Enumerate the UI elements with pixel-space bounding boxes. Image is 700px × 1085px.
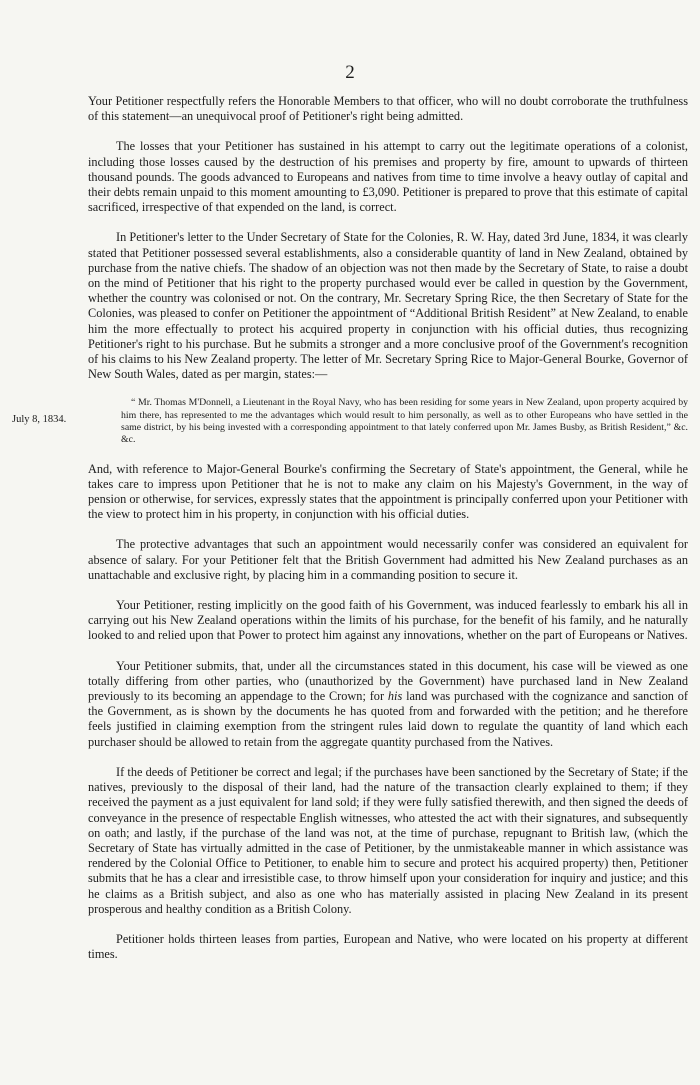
paragraph-bourke: And, with reference to Major-General Bourke's confirming the Secretary of State's appointment, the General, while he takes care to impress upon Petitioner that he is not to make any claim on his Majesty's Government, in the way of pension or otherwise, for services, expressly states that the appointment is principally conferred upon your Petitioner with the view to protect him in his property, in conjunction with his official duties. bbox=[88, 461, 688, 522]
quoted-letter: “ Mr. Thomas M'Donnell, a Lieutenant in the Royal Navy, who has been residing for some years in New Zealand, upon property acquired by him there, has represented to me the advantages which would result to him personally, as well as to other Europeans who have settled in the same district, by his being invested with a corresponding appointment to that lately conferred upon Mr. James Busby, as British Resident,” &c. &c. bbox=[121, 397, 688, 446]
paragraph-submits-part-1: Your Petitioner submits, that, under all the circumstances stated in this document, his case will be viewed as one totally differing from other parties, who (unauthorized by the Government) have purchased land in New Zealand previously to its becoming an appendage to the Crown; for bbox=[88, 658, 688, 704]
paragraph-submits bbox=[88, 659, 688, 750]
paragraph-deeds: If the deeds of Petitioner be correct and legal; if the purchases have been sanctioned by the Secretary of State; if the natives, previously to the disposal of their land, had the nature of the transaction clearly explained to them; if they received the payment as a just equivalent for land sold; if they were fully satisfied therewith, and then signed the deeds of conveyance in the presence of respectable English witnesses, who attested the act with their signatures, and subsequently on oath; and lastly, if the purchase of the land was not, at the time of purchase, repugnant to British law, (which the Secretary of State has virtually admitted in the case of Petitioner, by the unmistakeable manner in which assistance was rendered by the Colonial Office to Petitioner, to enable him to secure and protect his acquired property) then, Petitioner submits that he has a clear and irresistible case, to throw himself upon your consideration for inquiry and justice; and this he claims as a British subject, and also as one who has materially assisted in placing New Zealand in its present prosperous and healthy condition as a British Colony. bbox=[88, 764, 688, 916]
paragraph-protective: The protective advantages that such an appointment would necessarily confer was considered an equivalent for absence of salary. For your Petitioner felt that the British Government had admitted his New Zealand purchases as an unattachable and exclusive right, by placing him in a commanding position to secure it. bbox=[88, 537, 688, 582]
paragraph-submits-part-2: land was purchased with the cognizance and sanction of the Government, as is shown by the documents he has quoted from and forwarded with the petition; and he therefore feels justified in claiming exemption from the stringent rules laid down to regulate the quantity of land which each purchaser should be allowed to retain from the aggregate quantity purchased from the Natives. bbox=[88, 689, 688, 749]
paragraph-good-faith: Your Petitioner, resting implicitly on the good faith of his Government, was induced fearlessly to embark his all in carrying out his New Zealand operations within the limits of his purchase, for the benefit of his family, and he naturally looked to and relied upon that Power to protect him against any innovations, whether on the part of Europeans or Natives. bbox=[88, 598, 688, 643]
emphasis-his: his bbox=[387, 689, 403, 704]
paragraph-letter: In Petitioner's letter to the Under Secretary of State for the Colonies, R. W. Hay, dated 3rd June, 1834, it was clearly stated that Petitioner possessed several establishments, also a considerable quantity of land in New Zealand, obtained by purchase from the native chiefs. The shadow of an objection was not then made by the Secretary of State, to raise a doubt on the mind of Petitioner that his right to the property purchased would ever be called in question by the Government, whether the country was colonised or not. On the contrary, Mr. Secretary Spring Rice, the then Secretary of State for the Colonies, was pleased to confer on Petitioner the appointment of “Additional British Resident” at New Zealand, to enable him the more effectually to protect his acquired property in conjunction with his official duties, thus recognizing Petitioner's right to his purchase. But he submits a stronger and a more conclusive proof of the Government's recognition of his claims to his New Zealand property. The letter of Mr. Secretary Spring Rice to Major-General Bourke, Governor of New South Wales, dated as per margin, states:— bbox=[88, 230, 688, 382]
margin-date-note: July 8, 1834. bbox=[12, 414, 67, 425]
paragraph-leases: Petitioner holds thirteen leases from parties, European and Native, who were located on his property at different times. bbox=[88, 931, 688, 962]
document-body bbox=[88, 94, 688, 977]
paragraph-refers: Your Petitioner respectfully refers the Honorable Members to that officer, who will no doubt corroborate the truthfulness of this statement—an unequivocal proof of Petitioner's right being admitted. bbox=[88, 94, 688, 124]
paragraph-losses: The losses that your Petitioner has sustained in his attempt to carry out the legitimate operations of a colonist, including those losses caused by the destruction of his premises and property by fire, amount to upwards of thirteen thousand pounds. The goods advanced to Europeans and natives from time to time involve a heavy outlay of capital and their debts remain unpaid to this moment amounting to £3,090. Petitioner is prepared to prove that this estimate of capital sacrificed, irrespective of that expended on the land, is correct. bbox=[88, 139, 688, 215]
page-number: 2 bbox=[345, 62, 355, 83]
